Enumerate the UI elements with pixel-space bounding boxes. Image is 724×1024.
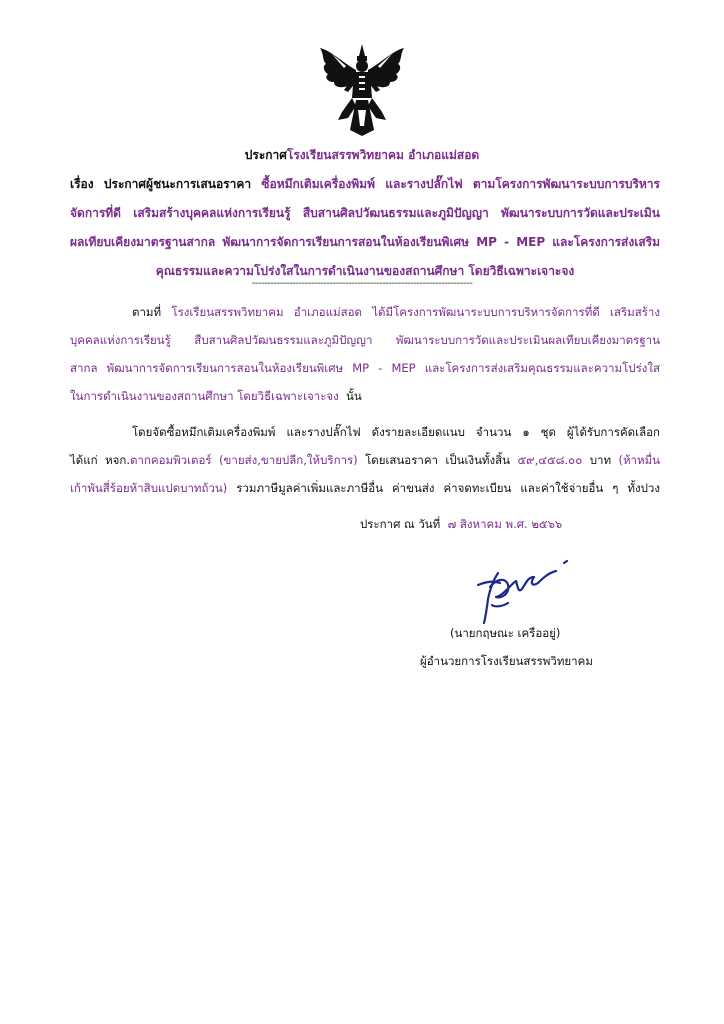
subject-line-1 bbox=[70, 170, 660, 199]
paragraph-1-line-4 bbox=[70, 382, 660, 410]
page-title bbox=[0, 146, 724, 164]
subject-line-1-rest: ซื้อหมึกเติมเครื่องพิมพ์ และรางปลั๊กไฟ ตามโครงการพัฒนาระบบการบริหาร bbox=[261, 177, 660, 191]
paragraph-2-line-3 bbox=[70, 474, 660, 502]
paragraph-1-line-4-text: ในการดำเนินงานของสถานศึกษา โดยวิธีเฉพาะเจาะจง bbox=[70, 389, 339, 403]
paragraph-2-line-3-rest: รวมภาษีมูลค่าเพิ่มและภาษีอื่น ค่าขนส่ง ค่าจดทะเบียน และค่าใช้จ่ายอื่น ๆ ทั้งปวง bbox=[236, 481, 661, 495]
garuda-emblem-icon bbox=[312, 40, 412, 140]
body-text bbox=[70, 298, 660, 502]
currency-unit: บาท bbox=[589, 453, 612, 467]
signature-image bbox=[468, 555, 578, 625]
subject-line-3: ผลเทียบเคียงมาตรฐานสากล พัฒนาการจัดการเรียนการสอนในห้องเรียนพิเศษ MP - MEP และโครงการส่งเสริม bbox=[70, 235, 660, 249]
vendor-name: ตากคอมพิวเตอร์ (ขายส่ง,ขายปลีก,ให้บริการ) bbox=[130, 453, 358, 467]
announcement-prefix: ประกาศ ณ วันที่ bbox=[360, 517, 441, 531]
divider-line: ----------------------------------------------------------------------- bbox=[251, 278, 473, 289]
subject-label: เรื่อง bbox=[70, 177, 94, 191]
paragraph-2-mid: โดยเสนอราคา เป็นเงินทั้งสิ้น bbox=[365, 453, 511, 467]
paragraph-1-lead: ตามที่ bbox=[132, 305, 162, 319]
subject-prefix: ประกาศผู้ชนะการเสนอราคา bbox=[103, 177, 252, 191]
signer-position: ผู้อำนวยการโรงเรียนสรรพวิทยาคม bbox=[420, 654, 593, 668]
paragraph-1-line-3: สากล พัฒนาการจัดการเรียนการสอนในห้องเรียนพิเศษ MP - MEP และโครงการส่งเสริมคุณธรรมและความโปร่งใส bbox=[70, 361, 660, 375]
paragraph-2-line-2 bbox=[70, 446, 660, 474]
amount-words-end: เก้าพันสี่ร้อยห้าสิบแปดบาทถ้วน) bbox=[70, 481, 228, 495]
paragraph-1-line-1 bbox=[70, 298, 660, 326]
paragraph-2-lead: ได้แก่ หจก. bbox=[70, 453, 131, 467]
subject-line-4: คุณธรรมและความโปร่งใสในการดำเนินงานของสถานศึกษา โดยวิธีเฉพาะเจาะจง bbox=[155, 264, 575, 278]
announcement-date-value: ๗ สิงหาคม พ.ศ. ๒๕๖๖ bbox=[447, 517, 563, 531]
subject-line-2: จัดการที่ดี เสริมสร้างบุคคลแห่งการเรียนรู้ สืบสานศิลปวัฒนธรรมและภูมิปัญญา พัฒนาระบบการวัดและประเมิน bbox=[70, 206, 660, 220]
paragraph-2-line-1: โดยจัดซื้อหมึกเติมเครื่องพิมพ์ และรางปลั๊กไฟ ดังรายละเอียดแนบ จำนวน ๑ ชุด ผู้ได้รับการคัดเลือก bbox=[132, 425, 660, 439]
title-school: โรงเรียนสรรพวิทยาคม อำเภอแม่สอด bbox=[286, 148, 480, 162]
title-prefix: ประกาศ bbox=[244, 148, 287, 162]
signer-name: (นายกฤษณะ เครืออยู่) bbox=[450, 626, 561, 640]
bid-amount: ๕๙,๔๕๘.๐๐ bbox=[517, 453, 583, 467]
announcement-date bbox=[360, 515, 562, 533]
subject-block bbox=[70, 170, 660, 286]
paragraph-1-line-2: บุคคลแห่งการเรียนรู้ สืบสานศิลปวัฒนธรรมและภูมิปัญญา พัฒนาระบบการวัดและประเมินผลเทียบเคียงมาตรฐาน bbox=[70, 333, 660, 347]
paragraph-1-line-4-end: นั้น bbox=[346, 389, 362, 403]
amount-words-start: (ห้าหมื่น bbox=[618, 453, 661, 467]
paragraph-1-line-1-rest: โรงเรียนสรรพวิทยาคม อำเภอแม่สอด ได้มีโครงการพัฒนาระบบการบริหารจัดการที่ดี เสริมสร้าง bbox=[171, 305, 660, 319]
